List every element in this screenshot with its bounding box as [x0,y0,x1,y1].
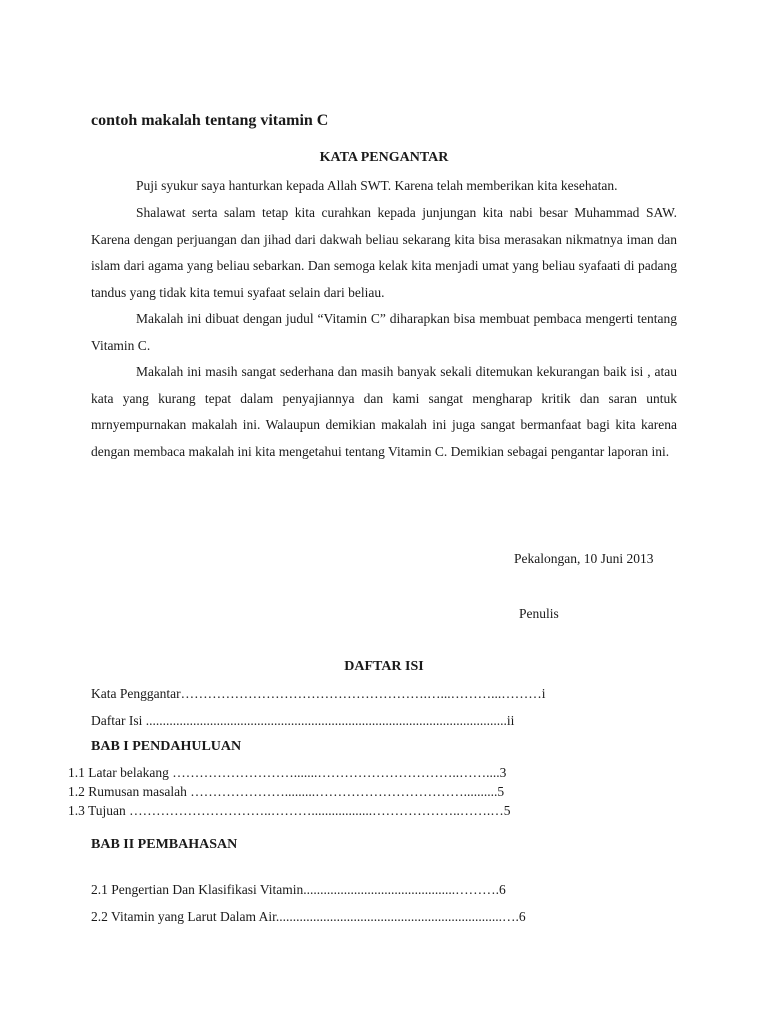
paragraph-2: Shalawat serta salam tetap kita curahkan kepada junjungan kita nabi besar Muhammad SAW. Karena dengan perjuangan dan jihad dari dakwah beliau sekarang kita bisa merasakan nikmatnya iman dan islam dari agama yang beliau sebarkan. Dan semoga kelak kita menjadi umat yang beliau syafaati di padang tandus yang tidak kita temui syafaat selain dari beliau. [91,205,677,300]
toc-entry: 2.2 Vitamin yang Larut Dalam Air...................................................................….6 [91,909,526,924]
kata-pengantar-heading: KATA PENGANTAR [319,150,449,165]
bab1-heading: BAB I PENDAHULUAN [91,739,242,754]
paragraph-3: Makalah ini dibuat dengan judul “Vitamin C” diharapkan bisa membuat pembaca mengerti tentang Vitamin C. [91,311,677,353]
toc-entry: 1.2 Rumusan masalah ………………….........……………………………..........5 [68,784,505,799]
bab2-heading: BAB II PEMBAHASAN [91,837,238,852]
document-title: contoh makalah tentang vitamin C [91,112,329,129]
daftar-isi-heading: DAFTAR ISI [344,659,424,674]
place-date: Pekalongan, 10 Juni 2013 [514,551,654,566]
toc-entry: Kata Penggantar……………………………………………….…...………...………i [91,686,546,701]
toc-entry: 1.3 Tujuan …………………………..………..................………………..…….…5 [68,803,511,818]
author: Penulis [519,606,559,621]
toc-entry: 1.1 Latar belakang ……………………….......…………………………..……....3 [68,765,507,780]
toc-entry: 2.1 Pengertian Dan Klasifikasi Vitamin.............................................……….6 [91,882,506,897]
paragraph-4: Makalah ini masih sangat sederhana dan masih banyak sekali ditemukan kekurangan baik isi , atau kata yang kurang tepat dalam penyajiannya dan kami sangat mengharap kritik dan saran untuk mrnyempurnakan makalah ini. Walaupun demikian makalah ini juga sangat bermanfaat bagi kita karena dengan membaca makalah ini kita mengetahui tentang Vitamin C. Demikian sebagai pengantar laporan ini. [91,364,677,459]
paragraph-1: Puji syukur saya hanturkan kepada Allah SWT. Karena telah memberikan kita kesehatan. [136,178,618,193]
toc-entry: Daftar Isi ...........................................................................................................ii [91,713,515,728]
